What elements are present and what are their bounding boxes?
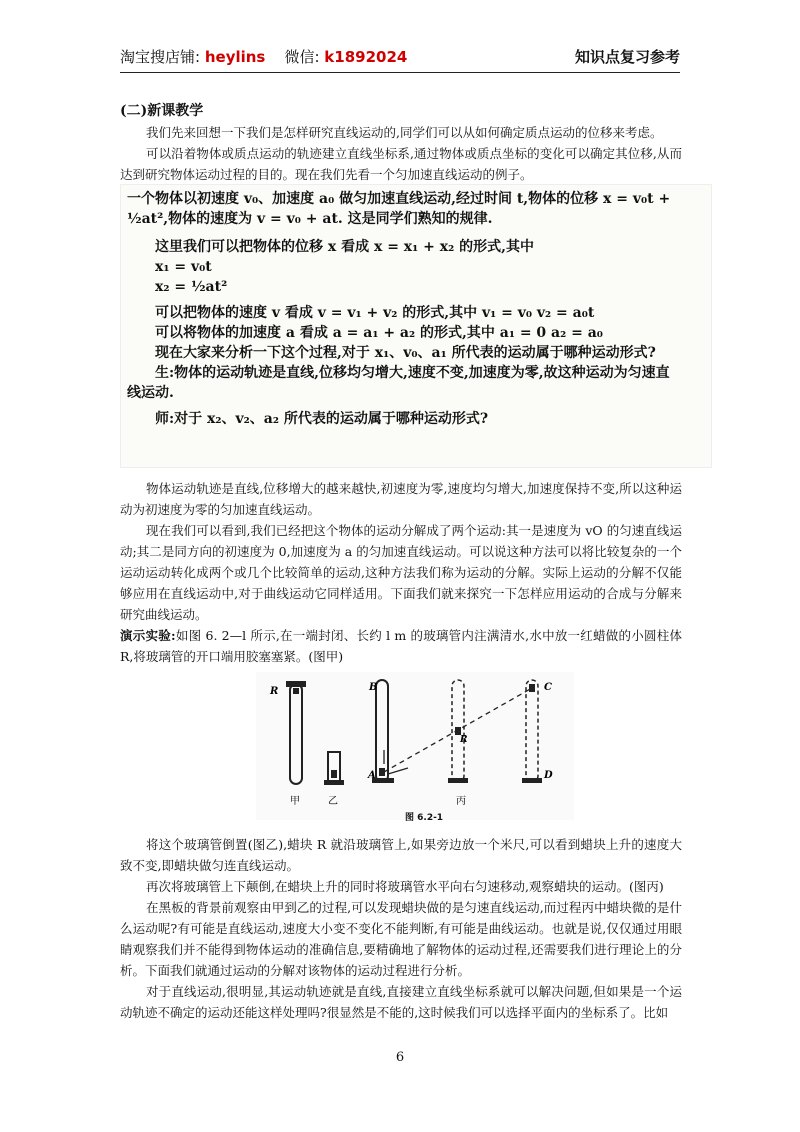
figure-glass-tube-experiment (256, 672, 574, 820)
tube-yi-bottom (328, 752, 340, 784)
paragraph-invert: 将这个玻璃管倒置(图乙),蜡块 R 就沿玻璃管上,如果旁边放一个米尺,可以看到蜡块上升的速度大致不变,即蜡块做匀连直线运动。 (120, 837, 682, 873)
header-title: 知识点复习参考 (574, 48, 680, 66)
base-yi (324, 780, 344, 785)
shop-label: 淘宝搜店铺: (120, 48, 201, 66)
fig-label-yi: 乙 (328, 796, 338, 807)
figure-caption: 图 6.2-1 (405, 813, 444, 823)
paragraph-blackboard: 在黑板的背景前观察由甲到乙的过程,可以发现蜡块做的是匀速直线运动,而过程丙中蜡块微的是什么运动呢?有可能是直线运动,速度大小变不变化不能判断,有可能是曲线运动。也就是说,仅仅通过用眼睛观察我们并不能得到物体运动的准确信息,要精确地了解物体的运动过程,还需要我们进行理论上的分析。下面我们就通过运动的分解对该物体的运动过程进行分析。 (120, 900, 682, 978)
intro-paragraph-2: 可以沿着物体或质点运动的轨迹建立直线坐标系,通过物体或质点坐标的变化可以确定其位移,从而达到研究物体运动过程的目的。现在我们先看一个匀加速直线运动的例子。 (120, 146, 682, 182)
section-title: (二)新课教学 (120, 103, 204, 119)
stopper-jia (286, 681, 306, 687)
wax-block-jia (293, 688, 299, 694)
demo-label: 演示实验: (120, 628, 176, 643)
demo-paragraph (120, 625, 682, 667)
figure-drawing (256, 672, 574, 820)
wechat-id: k1892024 (324, 48, 408, 66)
fig-label-b: B (369, 682, 378, 693)
page-header (120, 46, 680, 70)
base-bing-end (522, 778, 542, 783)
intro-paragraph-1: 我们先来回想一下我们是怎样研究直线运动的,同学们可以从如何确定质点运动的位移来考虑。 (146, 125, 663, 140)
scan-line: 一个物体以初速度 v₀、加速度 a₀ 做匀加速直线运动,经过时间 t,物体的位移 x = v₀t + (127, 191, 671, 207)
base-bing-middle (448, 778, 468, 783)
tube-bing-start (376, 680, 388, 782)
scan-line: 师:对于 x₂、v₂、a₂ 所代表的运动属于哪种运动形式? (155, 411, 489, 427)
trajectory-line (384, 688, 532, 772)
scan-line: 可以把物体的速度 v 看成 v = v₁ + v₂ 的形式,其中 v₁ = v₀ v₂ = a₀t (155, 305, 595, 321)
fig-label-r1: R (270, 686, 279, 697)
demo-text: 如图 6. 2—l 所示,在一端封闭、长约 l m 的玻璃管内注满清水,水中放一红蜡做的小圆柱体 R,将玻璃管的开口端用胶塞塞紧。(图甲) (120, 628, 682, 664)
fig-label-c: C (544, 682, 552, 693)
tube-bing-end (526, 680, 538, 782)
header-divider (120, 72, 680, 73)
scan-line: 生:物体的运动轨迹是直线,位移均匀增大,速度不变,加速度为零,故这种运动为匀速直 (155, 365, 670, 381)
header-shop-info (120, 46, 407, 67)
fig-label-r2: R (460, 735, 468, 745)
fig-label-bing: 丙 (456, 796, 466, 807)
scan-line: x₁ = v₀t (155, 259, 212, 275)
page-number: 6 (395, 1050, 405, 1065)
scan-line: 现在大家来分析一下这个过程,对于 x₁、v₀、a₁ 所代表的运动属于哪种运动形式? (155, 345, 656, 361)
scan-line: ½at²,物体的速度为 v = v₀ + at. 这是同学们熟知的规律. (127, 211, 493, 227)
fig-label-jia: 甲 (290, 796, 300, 807)
tube-jia (290, 684, 302, 784)
fig-label-d: D (544, 770, 553, 781)
shop-name: heylins (204, 48, 266, 66)
scanned-textbook-excerpt (120, 184, 712, 468)
paragraph-last: 对于直线运动,很明显,其运动轨迹就是直线,直接建立直线坐标系就可以解决问题,但如果是一个运动轨迹不确定的运动还能这样处理吗?很显然是不能的,这时候我们可以选择平面内的坐标系了。比如 (120, 984, 682, 1020)
scan-line: 线运动. (127, 385, 174, 401)
paragraph-decomposition: 现在我们可以看到,我们已经把这个物体的运动分解成了两个运动:其一是速度为 vO 的匀速直线运动;其二是同方向的初速度为 0,加速度为 a 的匀加速直线运动。可以说这种方法可以将比较复杂的一个运动运动转化成两个或几个比较简单的运动,这种方法我们称为运动的分解。实际上运动的分解不仅能够应用在直线运动中,对于曲线运动它同样适用。下面我们就来探究一下怎样应用运动的合成与分解来研究曲线运动。 (120, 523, 682, 622)
scan-line: 可以将物体的加速度 a 看成 a = a₁ + a₂ 的形式,其中 a₁ = 0 a₂ = a₀ (155, 325, 603, 341)
paragraph-again: 再次将玻璃管上下颠倒,在蜡块上升的同时将玻璃管水平向右匀速移动,观察蜡块的运动。(图丙) (146, 879, 664, 894)
scan-line: x₂ = ½at² (155, 279, 228, 295)
wechat-label: 微信: (284, 48, 320, 66)
fig-label-a: A (368, 770, 376, 781)
scan-line: 这里我们可以把物体的位移 x 看成 x = x₁ + x₂ 的形式,其中 (155, 239, 534, 255)
paragraph-after-scan: 物体运动轨迹是直线,位移增大的越来越快,初速度为零,速度均匀增大,加速度保持不变,所以这种运动为初速度为零的匀加速直线运动。 (120, 481, 682, 517)
wax-block-yi (331, 770, 337, 778)
